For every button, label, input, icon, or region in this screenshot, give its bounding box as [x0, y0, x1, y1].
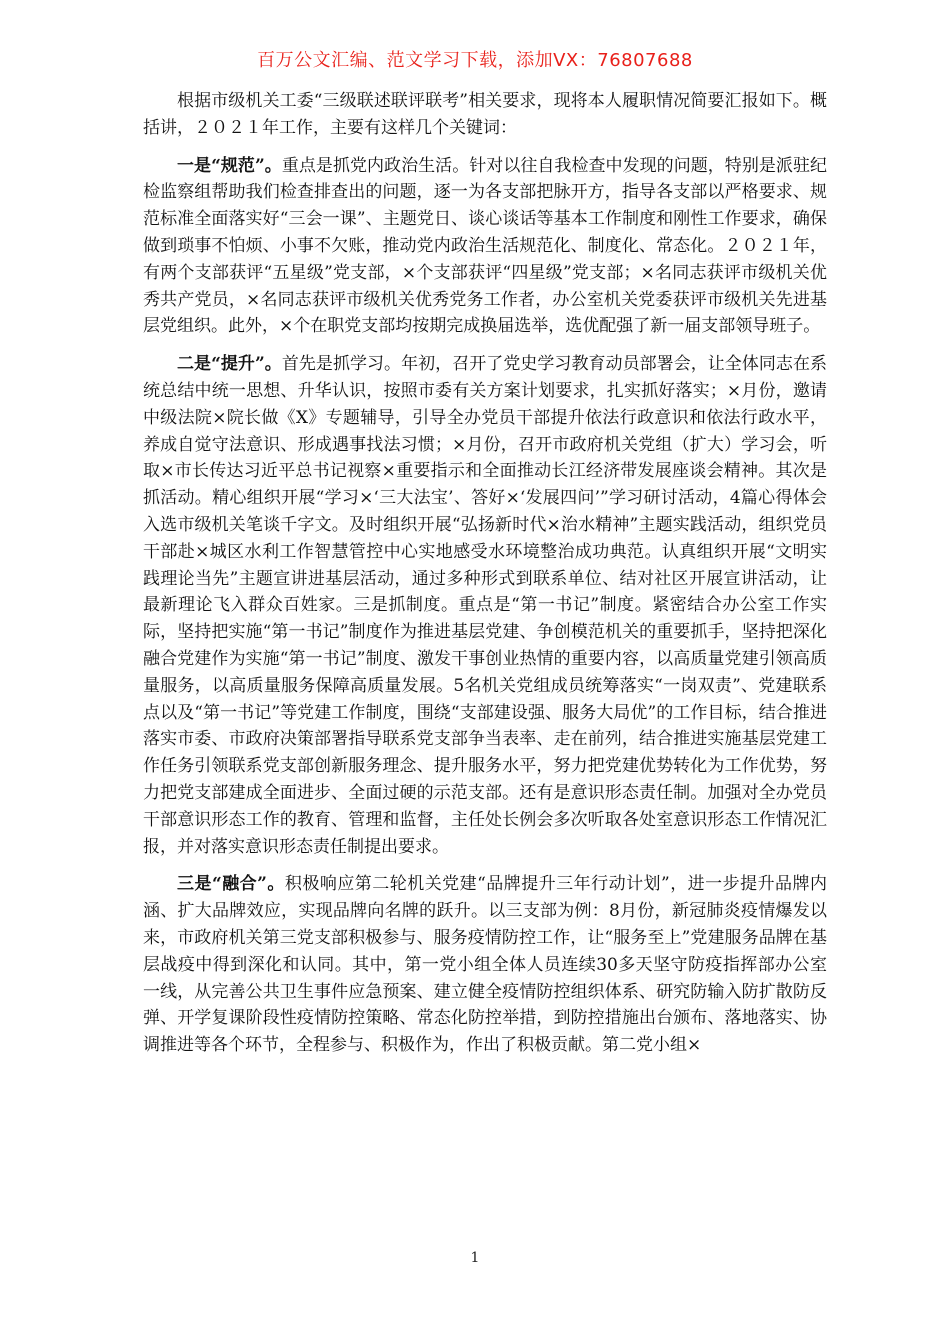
section-body: 重点是抓党内政治生活。针对以往自我检查中发现的问题，特别是派驻纪检监察组帮助我们检查排查出的问题，逐一为各支部把脉开方，指导各支部以严格要求、规范标准全面落实好“三会一课”、主题党日、谈心谈话等基本工作制度和刚性工作要求，确保做到琐事不怕烦、小事不欠账，推动党内政治生活规范化、制度化、常态化。２０２１年，有两个支部获评“五星级”党支部，×个支部获评“四星级”党支部；×名同志获评市级机关优秀共产党员，×名同志获评市级机关优秀党务工作者，办公室机关党委获评市级机关先进基层党组织。此外，×个在职党支部均按期完成换届选举，选优配强了新一届支部领导班子。	[143, 155, 827, 337]
page-number: 1	[470, 1250, 480, 1266]
section-paragraph-integrate	[143, 871, 827, 1059]
document-body	[143, 88, 827, 1059]
header-banner: 百万公文汇编、范文学习下载，添加VX：76807688	[257, 50, 693, 71]
section-body: 积极响应第二轮机关党建“品牌提升三年行动计划”，进一步提升品牌内涵、扩大品牌效应，实现品牌向名牌的跃升。以三支部为例：8月份，新冠肺炎疫情爆发以来，市政府机关第三党支部积极参与、服务疫情防控工作，让“服务至上”党建服务品牌在基层战疫中得到深化和认同。其中，第一党小组全体人员连续30多天坚守防疫指挥部办公室一线，从完善公共卫生事件应急预案、建立健全疫情防控组织体系、研究防输入防扩散防反弹、开学复课阶段性疫情防控策略、常态化防控举措，到防控措施出台颁布、落地落实、协调推进等各个环节，全程参与、积极作为，作出了积极贡献。第二党小组×	[143, 874, 827, 1056]
section-keyword: 二是“提升”。	[177, 354, 282, 375]
intro-paragraph: 根据市级机关工委“三级联述联评联考”相关要求，现将本人履职情况简要汇报如下。概括讲，２０２１年工作，主要有这样几个关键词：	[143, 91, 827, 138]
section-paragraph-improve	[143, 351, 827, 860]
section-keyword: 三是“融合”。	[177, 874, 285, 895]
section-paragraph-standardize	[143, 153, 827, 341]
section-body: 首先是抓学习。年初，召开了党史学习教育动员部署会，让全体同志在系统总结中统一思想、升华认识，按照市委有关方案计划要求，扎实抓好落实；×月份，邀请中级法院×院长做《X》专题辅导，引导全办党员干部提升依法行政意识和依法行政水平，养成自觉守法意识、形成遇事找法习惯；×月份，召开市政府机关党组（扩大）学习会，听取×市长传达习近平总书记视察×重要指示和全面推动长江经济带发展座谈会精神。其次是抓活动。精心组织开展“学习×‘三大法宝’、答好×‘发展四问’”学习研讨活动，4篇心得体会入选市级机关笔谈千字文。及时组织开展“弘扬新时代×治水精神”主题实践活动，组织党员干部赴×城区水利工作智慧管控中心实地感受水环境整治成功典范。认真组织开展“文明实践理论当先”主题宣讲进基层活动，通过多种形式到联系单位、结对社区开展宣讲活动，让最新理论飞入群众百姓家。三是抓制度。重点是“第一书记”制度。紧密结合办公室工作实际，坚持把实施“第一书记”制度作为推进基层党建、争创模范机关的重要抓手，坚持把深化融合党建作为实施“第一书记”制度、激发干事创业热情的重要内容，以高质量党建引领高质量服务，以高质量服务保障高质量发展。5名机关党组成员统筹落实“一岗双责”、党建联系点以及“第一书记”等党建工作制度，围绕“支部建设强、服务大局优”的工作目标，结合推进落实市委、市政府决策部署指导联系党支部争当表率、走在前列，结合推进实施基层党建工作任务引领联系党支部创新服务理念、提升服务水平，努力把党建优势转化为工作优势，努力把党支部建成全面进步、全面过硬的示范支部。还有是意识形态责任制。加强对全办党员干部意识形态工作的教育、管理和监督，主任处长例会多次听取各处室意识形态工作情况汇报，并对落实意识形态责任制提出要求。	[143, 354, 827, 857]
section-keyword: 一是“规范”。	[177, 155, 282, 176]
